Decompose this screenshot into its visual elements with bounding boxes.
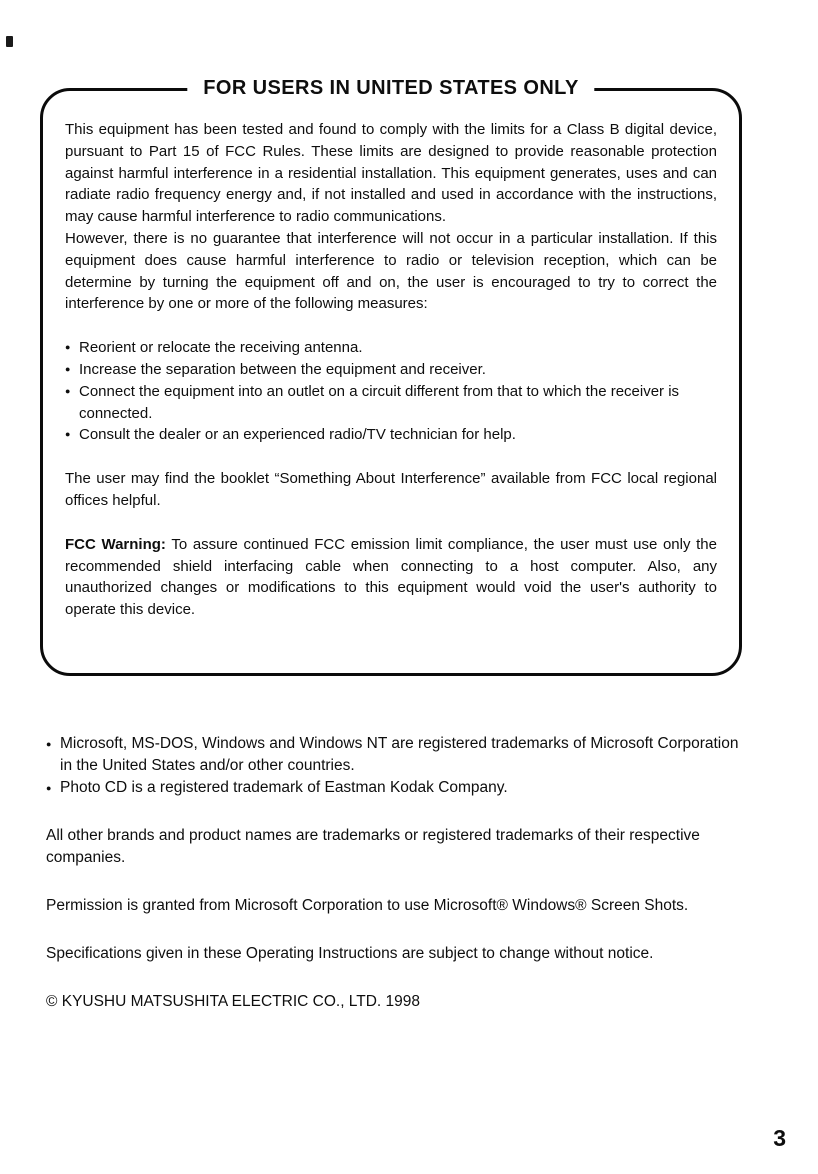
list-item-text: Consult the dealer or an experienced radio/TV technician for help. [79, 426, 516, 444]
list-item [46, 777, 740, 799]
fcc-paragraph-2: However, there is no guarantee that interference will not occur in a particular installation. If this equipment does cause harmful interference to radio or television reception, which can be determine by turning the equipment off and on, the user is encouraged to try to correct the interference by one or more of the following measures: [65, 229, 717, 313]
fcc-warning-paragraph [65, 534, 717, 621]
notes-section [46, 733, 740, 1013]
list-item [65, 359, 717, 381]
list-item [65, 424, 717, 446]
other-brands-note: All other brands and product names are trademarks or registered trademarks of their respective companies. [46, 827, 700, 866]
list-item-text: Photo CD is a registered trademark of Eastman Kodak Company. [60, 779, 508, 796]
fcc-notice-box [40, 77, 742, 676]
list-item-text: Reorient or relocate the receiving antenna. [79, 339, 363, 357]
copyright-line: © KYUSHU MATSUSHITA ELECTRIC CO., LTD. 1998 [46, 993, 421, 1010]
specifications-note: Specifications given in these Operating Instructions are subject to change without notice. [46, 945, 654, 962]
list-item-text: Connect the equipment into an outlet on a circuit different from that to which the receiver is connected. [79, 382, 680, 422]
scan-artifact [6, 36, 13, 47]
bullet-icon: ● [46, 739, 52, 749]
fcc-warning-text: To assure continued FCC emission limit compliance, the user must use only the recommended shield interfacing cable when connecting to a host computer. Also, any unauthorized changes or modifications to this equipment would void the user's authority to operate this device. [65, 535, 717, 619]
microsoft-permission-note: Permission is granted from Microsoft Corporation to use Microsoft® Windows® Screen Shots. [46, 897, 689, 914]
list-item [65, 381, 717, 425]
page-number: 3 [773, 1125, 786, 1151]
fcc-warning-label: FCC Warning: [65, 535, 166, 553]
bullet-icon: ● [65, 363, 71, 374]
list-item [65, 337, 717, 359]
fcc-box-title: FOR USERS IN UNITED STATES ONLY [187, 76, 594, 101]
list-item-text: Microsoft, MS-DOS, Windows and Windows NT are registered trademarks of Microsoft Corporation in the United States and/or other countries. [60, 735, 739, 774]
list-item [46, 733, 740, 777]
bullet-icon: ● [65, 342, 71, 353]
fcc-paragraph-1: This equipment has been tested and found to comply with the limits for a Class B digital device, pursuant to Part 15 of FCC Rules. These limits are designed to provide reasonable protection against harmful interference in a residential installation. This equipment generates, uses and can radiate radio frequency energy and, if not installed and used in accordance with the instructions, may cause harmful interference to radio communications. [65, 121, 717, 226]
list-item-text: Increase the separation between the equipment and receiver. [79, 360, 486, 378]
fcc-measures-list [65, 337, 717, 446]
fcc-box-body [65, 119, 717, 621]
fcc-booklet-note: The user may find the booklet “Something About Interference” available from FCC local regional offices helpful. [65, 470, 717, 509]
bullet-icon: ● [65, 429, 71, 440]
bullet-icon: ● [46, 783, 52, 793]
bullet-icon: ● [65, 385, 71, 396]
